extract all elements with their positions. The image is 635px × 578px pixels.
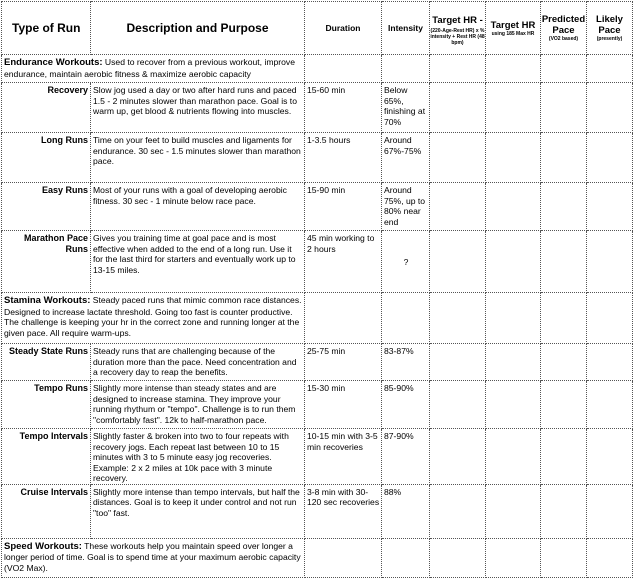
running-workouts-table <box>1 1 633 578</box>
header-predicted-pace <box>541 2 587 55</box>
header-predicted-pace-title: Predicted Pace <box>541 14 586 36</box>
run-description-recovery: Slow jog used a day or two after hard runs and paced 1.5 - 2 minutes slower than marathon pace. Goal is to warm up, get blood & nutrients flowing into muscles. <box>91 83 305 133</box>
run-description-tempo: Slightly more intense than steady states and are designed to increase stamina. They improve your running rhythum or "tempo". Challenge is to run them "comfortably fast". 12k to half-marathon pace. <box>91 381 305 429</box>
header-likely-pace <box>587 2 633 55</box>
run-description-long: Time on your feet to build muscles and ligaments for endurance. 30 sec - 1.5 minutes slower than marathon pace. <box>91 133 305 183</box>
run-name-cruise: Cruise Intervals <box>2 484 91 538</box>
run-intensity-recovery: Below 65%, finishing at 70% <box>382 83 430 133</box>
run-name-recovery: Recovery <box>2 83 91 133</box>
header-target-hr-formula-sub: (220-Age-Rest HR) x % intensity + Rest HR (48 bpm) <box>430 28 485 46</box>
header-predicted-pace-sub: (VO2 based) <box>548 36 579 42</box>
header-target-hr-max-sub: using 185 Max HR <box>491 30 535 37</box>
header-description: Description and Purpose <box>91 2 305 55</box>
run-name-tempo-intervals: Tempo Intervals <box>2 429 91 485</box>
run-intensity-steady: 83-87% <box>382 344 430 381</box>
header-likely-pace-sub: (presently) <box>596 36 623 42</box>
header-type-of-run: Type of Run <box>2 2 91 55</box>
section-endurance-title: Endurance Workouts: <box>4 57 103 68</box>
run-intensity-easy: Around 75%, up to 80% near end <box>382 183 430 231</box>
table-row <box>2 344 633 381</box>
run-intensity-tempo-intervals: 87-90% <box>382 429 430 485</box>
section-speed-text: These workouts help you maintain speed over longer a longer period of time. Goal is to spend time at your maximum aerobic capacity (VO2 Max). <box>4 540 301 573</box>
section-row-endurance <box>2 55 633 83</box>
run-duration-cruise: 3-8 min with 30-120 sec recoveries <box>305 484 382 538</box>
table-row <box>2 83 633 133</box>
run-intensity-marathon: ? <box>382 231 430 293</box>
run-intensity-long: Around 67%-75% <box>382 133 430 183</box>
header-duration: Duration <box>305 2 382 55</box>
table-row <box>2 484 633 538</box>
section-row-stamina <box>2 293 633 344</box>
run-duration-marathon: 45 min working to 2 hours <box>305 231 382 293</box>
table-row <box>2 381 633 429</box>
run-name-marathon: Marathon Pace Runs <box>2 231 91 293</box>
run-duration-easy: 15-90 min <box>305 183 382 231</box>
section-stamina <box>2 293 305 344</box>
run-intensity-cruise: 88% <box>382 484 430 538</box>
header-row <box>2 2 633 55</box>
run-description-tempo-intervals: Slightly faster & broken into two to four repeats with recovery jogs. Each repeat last between 10 to 15 minutes with 3 to 5 minute easy jog recoveries. Example: 2 x 2 miles at 10k pace with 3 minute recovery. <box>91 429 305 485</box>
run-description-easy: Most of your runs with a goal of developing aerobic fitness. 30 sec - 1 minute below race pace. <box>91 183 305 231</box>
run-duration-tempo: 15-30 min <box>305 381 382 429</box>
table-row <box>2 231 633 293</box>
table-row <box>2 429 633 485</box>
table-row <box>2 183 633 231</box>
section-speed <box>2 538 305 577</box>
header-target-hr-formula-title: Target HR - <box>432 15 483 26</box>
run-duration-tempo-intervals: 10-15 min with 3-5 min recoveries <box>305 429 382 485</box>
section-speed-title: Speed Workouts: <box>4 540 82 552</box>
header-target-hr-formula <box>430 2 486 55</box>
run-intensity-tempo: 85-90% <box>382 381 430 429</box>
run-name-steady: Steady State Runs <box>2 344 91 381</box>
run-duration-long: 1-3.5 hours <box>305 133 382 183</box>
header-likely-pace-title: Likely Pace <box>596 14 623 36</box>
header-target-hr-max <box>486 2 541 55</box>
run-duration-steady: 25-75 min <box>305 344 382 381</box>
run-duration-recovery: 15-60 min <box>305 83 382 133</box>
header-intensity: Intensity <box>382 2 430 55</box>
header-target-hr-max-title: Target HR <box>490 19 536 31</box>
run-description-steady: Steady runs that are challenging because of the duration more than the pace. Need concentration and a recovery day to reap the benefits. <box>91 344 305 381</box>
section-row-speed <box>2 538 633 577</box>
run-description-marathon: Gives you training time at goal pace and is most effective when added to the end of a long run. Use it for the last third for starters and eventually work up to 13-15 miles. <box>91 231 305 293</box>
run-description-cruise: Slightly more intense than tempo intervals, but half the distances. Goal is to keep it under control and not run "too" fast. <box>91 484 305 538</box>
run-name-tempo: Tempo Runs <box>2 381 91 429</box>
run-name-easy: Easy Runs <box>2 183 91 231</box>
section-endurance-text: Used to recover from a previous workout, improve endurance, maintain aerobic fitness & maximize aerobic capacity <box>4 57 296 79</box>
section-stamina-title: Stamina Workouts: <box>4 295 91 306</box>
section-endurance <box>2 55 305 83</box>
section-stamina-text: Steady paced runs that mimic common race distances. Designed to increase lactate threshold. Going too fast is counter productive. The challenge is keeping your hr in the correct zone and running longer at the given pace. All require warm-ups. <box>4 295 302 338</box>
table-row <box>2 133 633 183</box>
run-name-long: Long Runs <box>2 133 91 183</box>
